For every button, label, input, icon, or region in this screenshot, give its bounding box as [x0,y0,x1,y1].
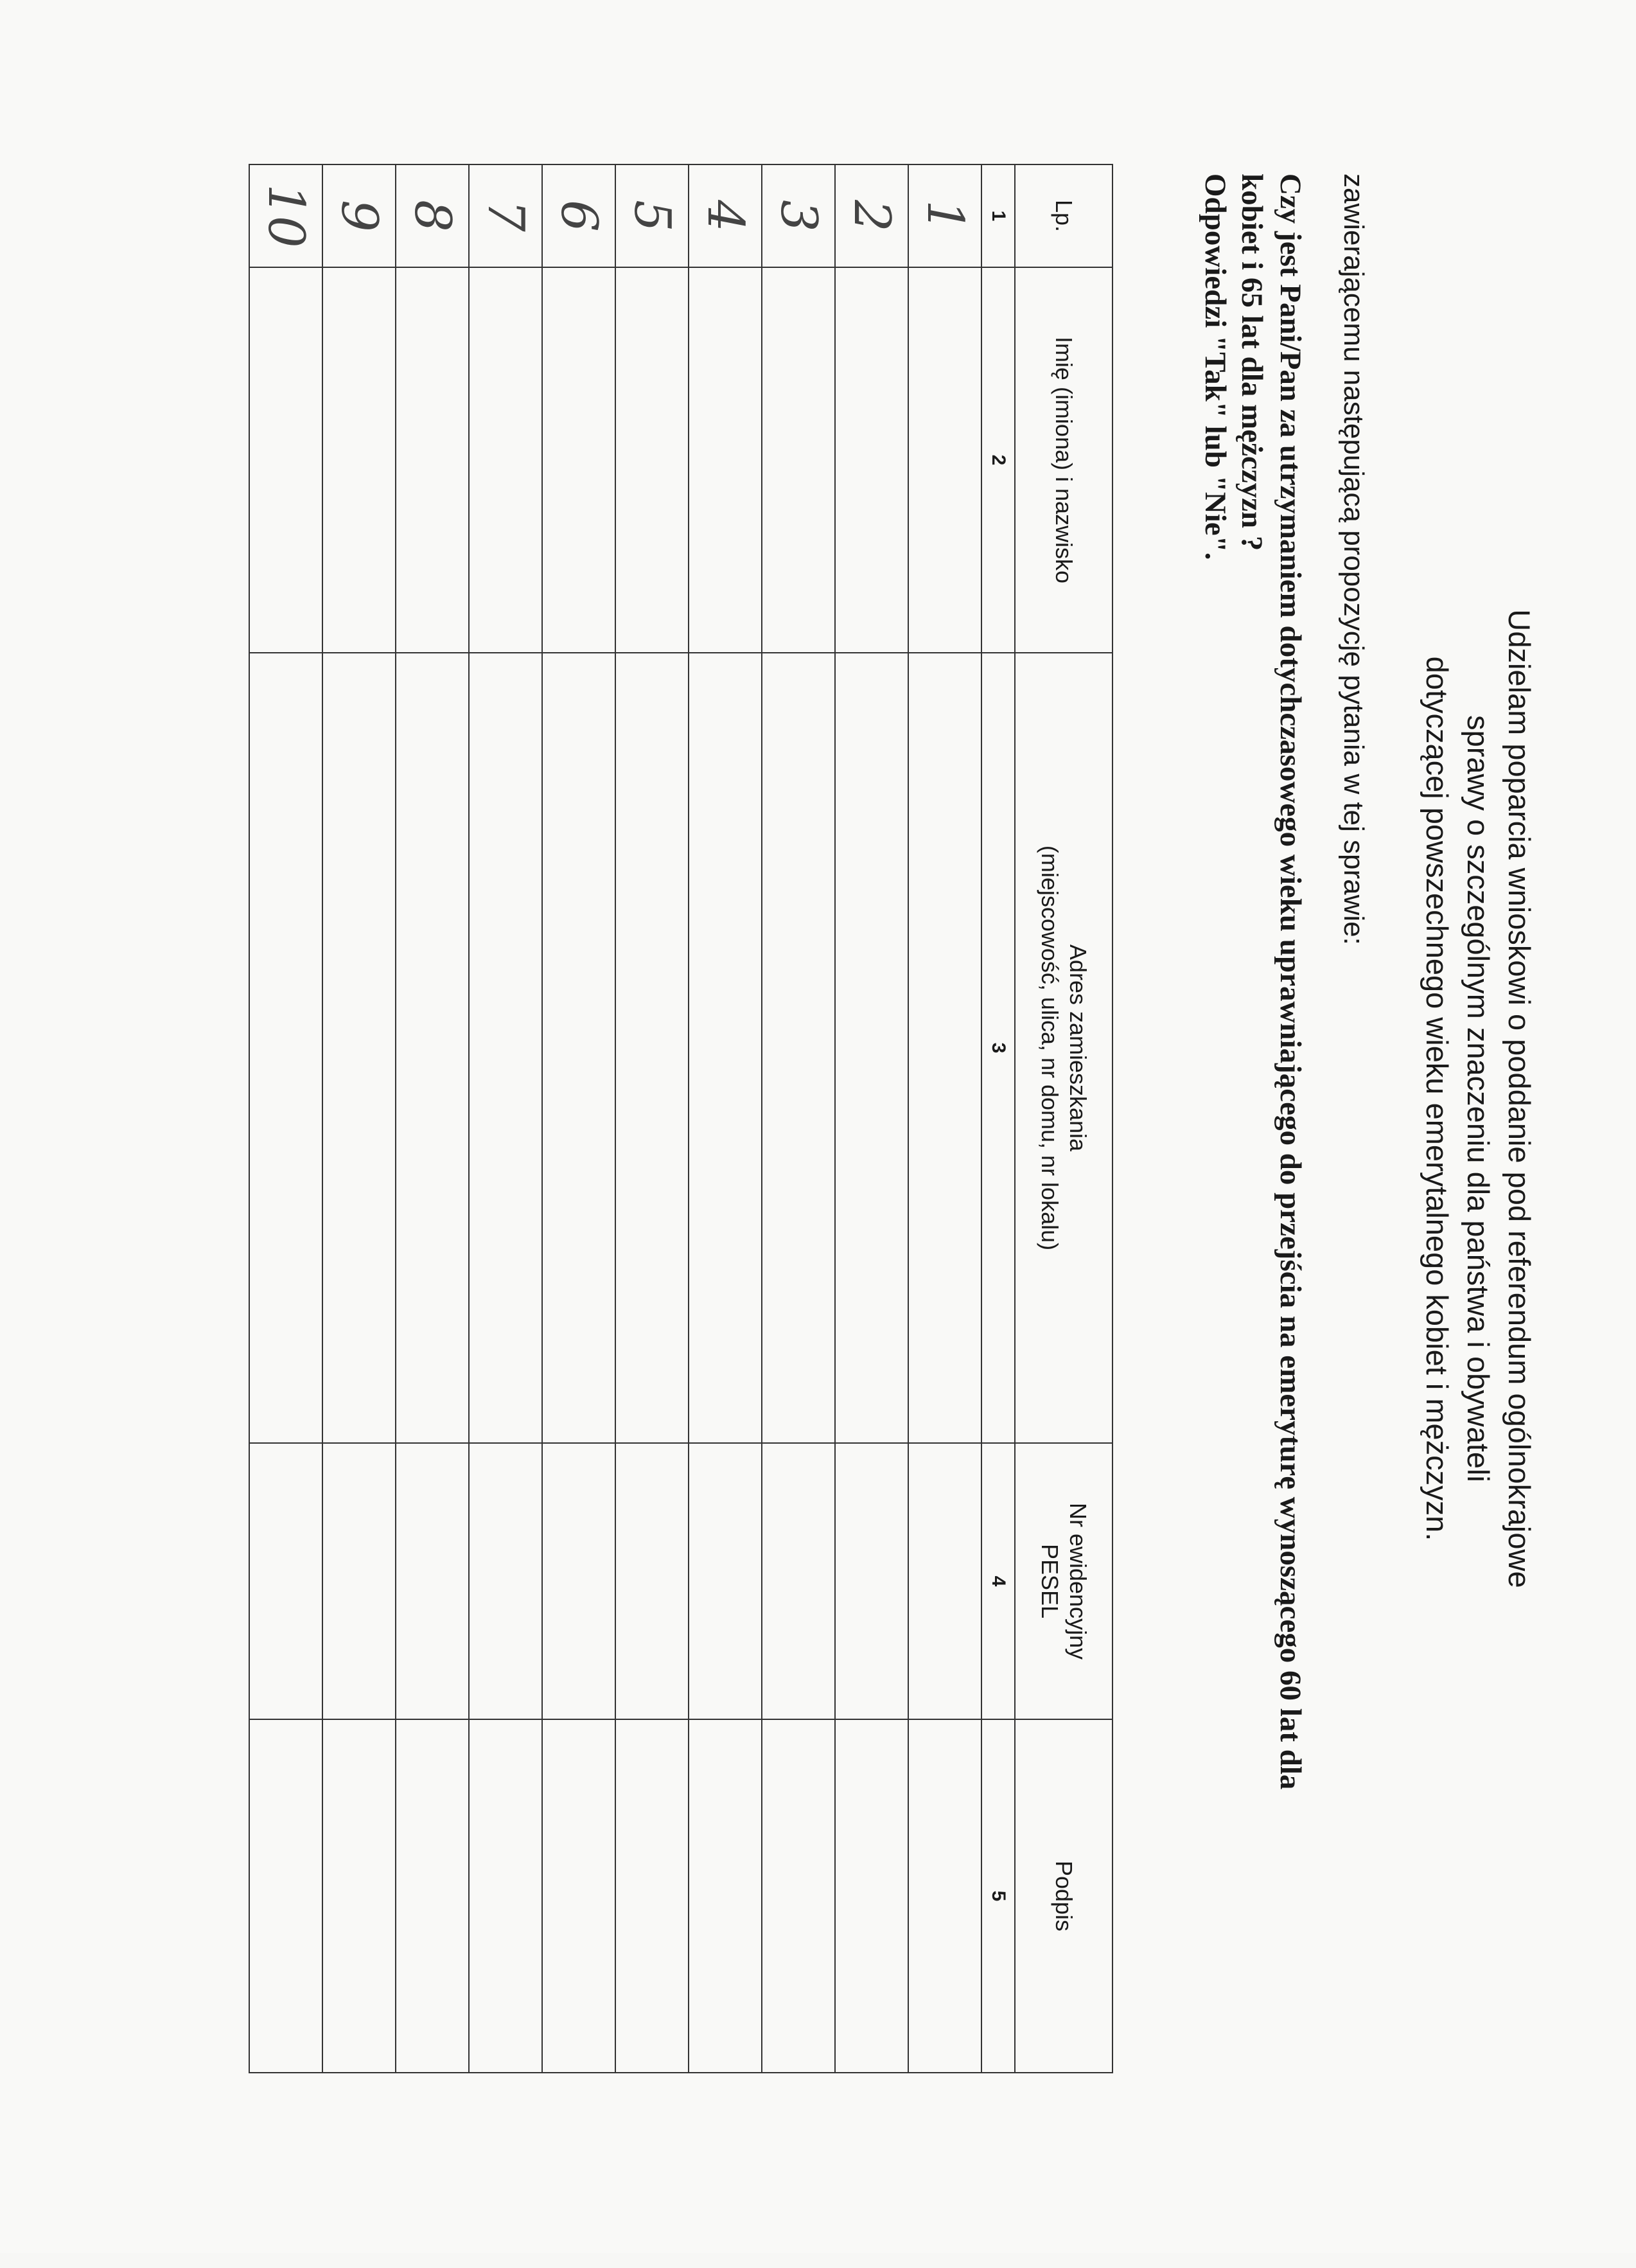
header-address-line-2: (miejscowość, ulica, nr domu, nr lokalu) [1037,845,1063,1251]
address-cell[interactable] [615,653,689,1443]
signature-cell[interactable] [835,1719,908,2073]
header-pesel-line-2: PESEL [1037,1543,1063,1619]
signature-cell[interactable] [689,1719,762,2073]
address-cell[interactable] [469,653,542,1443]
row-number: 9 [322,164,396,267]
address-cell[interactable] [396,653,469,1443]
table-row [469,164,542,2073]
name-cell[interactable] [689,267,762,653]
column-number: 3 [981,653,1015,1443]
address-cell[interactable] [542,653,615,1443]
title-line-2: sprawy o szczególnym znaczeniu dla państwa i obywateli [1461,715,1495,1482]
address-cell[interactable] [689,653,762,1443]
name-cell[interactable] [835,267,908,653]
pesel-cell[interactable] [396,1443,469,1719]
column-number-row [981,164,1015,2073]
signature-cell[interactable] [908,1719,981,2073]
address-cell[interactable] [322,653,396,1443]
row-number: 7 [469,164,542,267]
pesel-cell[interactable] [762,1443,835,1719]
header-lp: Lp. [1015,164,1113,267]
address-cell[interactable] [249,653,322,1443]
pesel-cell[interactable] [249,1443,322,1719]
table-row [249,164,322,2073]
name-cell[interactable] [908,267,981,653]
table-row [835,164,908,2073]
name-cell[interactable] [322,267,396,653]
row-number: 6 [542,164,615,267]
pesel-cell[interactable] [908,1443,981,1719]
signature-table [249,164,1113,2073]
signature-cell[interactable] [249,1719,322,2073]
signature-cell[interactable] [762,1719,835,2073]
address-cell[interactable] [762,653,835,1443]
signature-cell[interactable] [542,1719,615,2073]
address-cell[interactable] [908,653,981,1443]
question-line-2: kobiet i 65 lat dla mężczyzn ? [1235,173,1269,551]
name-cell[interactable] [249,267,322,653]
pesel-cell[interactable] [542,1443,615,1719]
table-row [908,164,981,2073]
title-line-3: dotyczącej powszechnego wieku emerytalnego kobiet i mężczyzn. [1420,656,1454,1541]
signature-cell[interactable] [469,1719,542,2073]
header-address [1015,653,1113,1443]
name-cell[interactable] [542,267,615,653]
signature-cell[interactable] [322,1719,396,2073]
page-title [1416,488,1540,1709]
name-cell[interactable] [469,267,542,653]
title-line-1: Udzielam poparcia wnioskowi o poddanie pod referendum ogólnokrajowe [1502,609,1536,1588]
row-number: 4 [689,164,762,267]
header-row [1015,164,1113,2073]
referendum-question [1233,173,1310,2268]
header-pesel [1015,1443,1113,1719]
signature-cell[interactable] [396,1719,469,2073]
row-number: 10 [249,164,322,267]
table-row [615,164,689,2073]
header-name: Imię (imiona) i nazwisko [1015,267,1113,653]
address-cell[interactable] [835,653,908,1443]
table-row [689,164,762,2073]
name-cell[interactable] [615,267,689,653]
signature-cell[interactable] [615,1719,689,2073]
column-number: 2 [981,267,1015,653]
pesel-cell[interactable] [689,1443,762,1719]
row-number: 1 [908,164,981,267]
header-pesel-line-1: Nr ewidencyjny [1065,1502,1091,1660]
table-row [542,164,615,2073]
name-cell[interactable] [396,267,469,653]
pesel-cell[interactable] [615,1443,689,1719]
row-number: 8 [396,164,469,267]
intro-text: zawierającemu następującą propozycję pytania w tej sprawie: [1338,173,1369,945]
answer-options: Odpowiedzi "Tak" lub "Nie". [1199,173,1232,560]
question-line-1: Czy jest Pani/Pan za utrzymaniem dotychczasowego wieku uprawniającego do przejścia na emeryturę wynoszącego 60 lat dla [1274,173,1307,1790]
column-number: 4 [981,1443,1015,1719]
pesel-cell[interactable] [469,1443,542,1719]
table-row [322,164,396,2073]
pesel-cell[interactable] [322,1443,396,1719]
column-number: 1 [981,164,1015,267]
header-address-line-1: Adres zamieszkania [1065,944,1091,1152]
table-row [762,164,835,2073]
row-number: 2 [835,164,908,267]
name-cell[interactable] [762,267,835,653]
row-number: 5 [615,164,689,267]
table-row [396,164,469,2073]
row-number: 3 [762,164,835,267]
column-number: 5 [981,1719,1015,2073]
header-signature: Podpis [1015,1719,1113,2073]
pesel-cell[interactable] [835,1443,908,1719]
